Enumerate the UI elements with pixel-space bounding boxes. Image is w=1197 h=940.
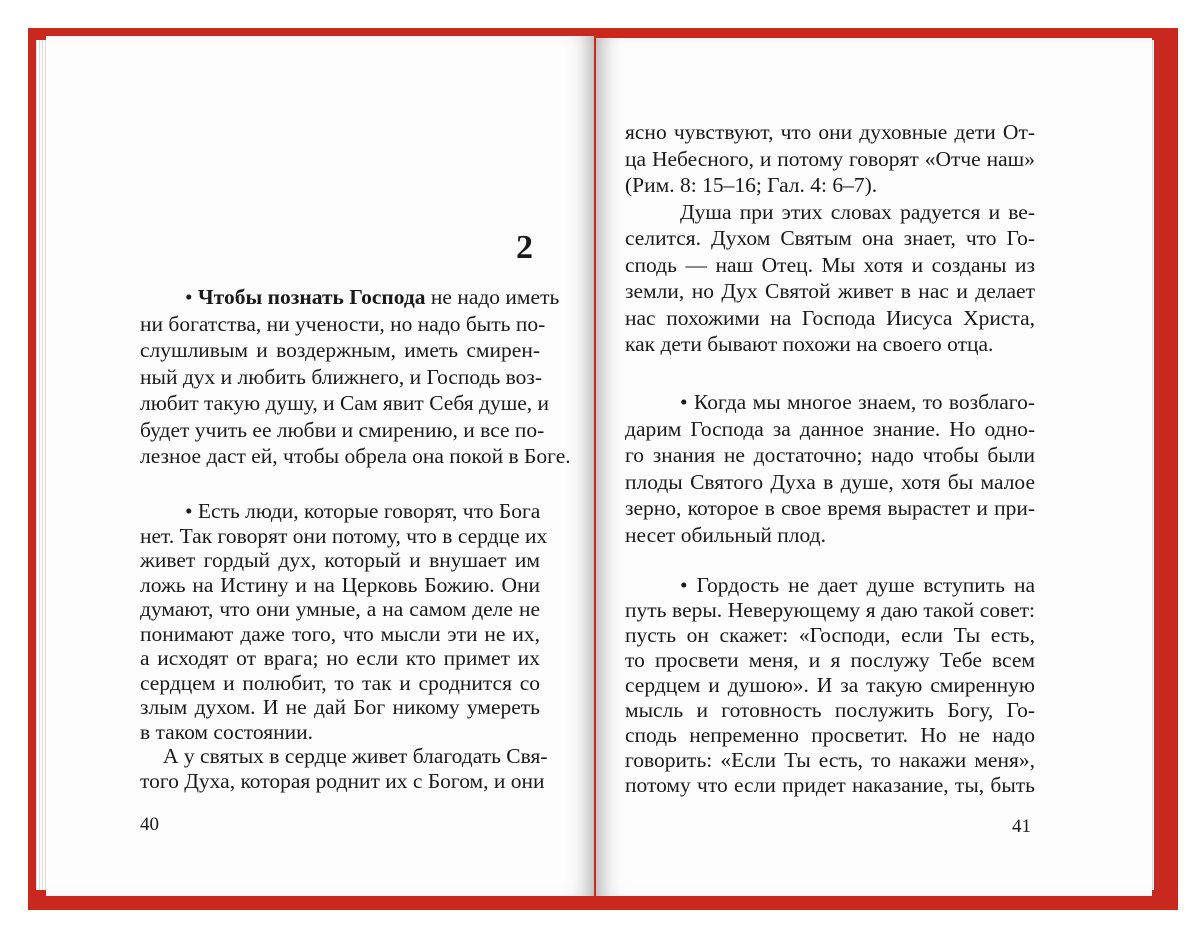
text-line: плоды Святого Духа в душе, хотя бы малое	[625, 469, 1035, 494]
text-line: ный дух и любить ближнего, и Господь воз-	[140, 364, 543, 389]
right-paragraph-4	[625, 573, 1035, 798]
text-line: А у святых в сердце живет благодать Свя-	[163, 744, 548, 768]
text-line: злым духом. И не дай Бог никому умереть	[140, 695, 540, 719]
text-line: не надо иметь	[425, 285, 560, 309]
text-line: • Когда мы многое знаем, то возблаго-	[680, 390, 1035, 414]
text-line: думают, что они умные, а на самом деле не	[140, 597, 540, 621]
text-line: земли, но Дух Святой живет в нас и делает	[625, 279, 1035, 303]
bold-lead: Чтобы познать Господа	[197, 285, 426, 309]
page-number-right: 41	[1012, 816, 1031, 837]
text-line: сподь непременно просветит. Но не надо	[625, 723, 1035, 747]
text-line: путь веры. Неверующему я даю такой совет:	[625, 598, 1035, 622]
text-line: живет гордый дух, который и внушает им	[140, 548, 540, 572]
text-line: мысль и готовность послужить Богу, Го-	[625, 698, 1035, 722]
text-line: лезное даст ей, чтобы обрела она покой в Боге.	[140, 444, 571, 468]
text-line: любит такую душу, и Сам явит Себя душе, и	[140, 391, 550, 415]
left-paragraph-2	[140, 499, 548, 793]
text-line: а исходят от врага; но если кто примет их	[140, 646, 540, 670]
right-paragraph-3	[625, 389, 1035, 548]
text-line: того Духа, которая роднит их с Богом, и они	[140, 768, 545, 793]
text-line: сердцем и душою». И за такую смиренную	[625, 673, 1035, 697]
text-line: пусть он скажет: «Господи, если Ты есть,	[625, 623, 1035, 647]
text-line: ясно чувствуют, что они духовные дети От-	[625, 120, 1035, 144]
chapter-number: 2	[516, 229, 533, 266]
text-line: как дети бывают похожи на своего отца.	[625, 332, 994, 356]
text-line: дарим Господа за данное знание. Но одно-	[625, 416, 1035, 441]
text-line: ца Небесного, и потому говорят «Отче наш»	[625, 146, 1035, 171]
text-line: в таком состоянии.	[140, 719, 314, 744]
text-line: ни богатства, ни учености, но надо быть по-	[140, 311, 546, 336]
text-line: го знания не достаточно; надо чтобы были	[625, 443, 1035, 467]
text-line: слушливым и воздержным, иметь смирен-	[140, 338, 540, 362]
text-line: сподь — наш Отец. Мы хотя и созданы из	[625, 252, 1035, 277]
text-line: ложь на Истину и на Церковь Божию. Они	[140, 572, 540, 597]
bullet: •	[185, 285, 198, 309]
text-line: будет учить ее любви и смирению, и все по-	[140, 417, 545, 442]
text-line: нет. Так говорят они потому, что в сердце их	[140, 523, 548, 548]
text-line: • Гордость не дает душе вступить на	[680, 573, 1035, 597]
text-line: несет обильный плод.	[625, 522, 826, 547]
text-line: сердцем и полюбит, то так и сроднится со	[140, 670, 540, 695]
text-line: селится. Духом Святым она знает, что Го-	[625, 226, 1035, 250]
text-line: то просвети меня, и я послужу Тебе всем	[625, 648, 1035, 672]
text-line: нас похожими на Господа Иисуса Христа,	[625, 305, 1035, 330]
left-paragraph-1	[140, 284, 571, 470]
text-line: (Рим. 8: 15–16; Гал. 4: 6–7).	[625, 173, 878, 197]
text-line: • Есть люди, которые говорят, что Бога	[185, 499, 541, 523]
text-line: зерно, которое в свое время вырастет и при-	[625, 496, 1035, 520]
text-line: говорить: «Если Ты есть, то накажи меня»,	[625, 748, 1035, 772]
text-line: Душа при этих словах радуется и ве-	[680, 199, 1035, 224]
page-number-left: 40	[140, 814, 159, 835]
text-line: потому что если придет наказание, ты, быть	[625, 773, 1035, 797]
right-paragraph-1	[625, 119, 1035, 358]
text-line: понимают даже того, что мысли эти не их,	[140, 621, 540, 646]
